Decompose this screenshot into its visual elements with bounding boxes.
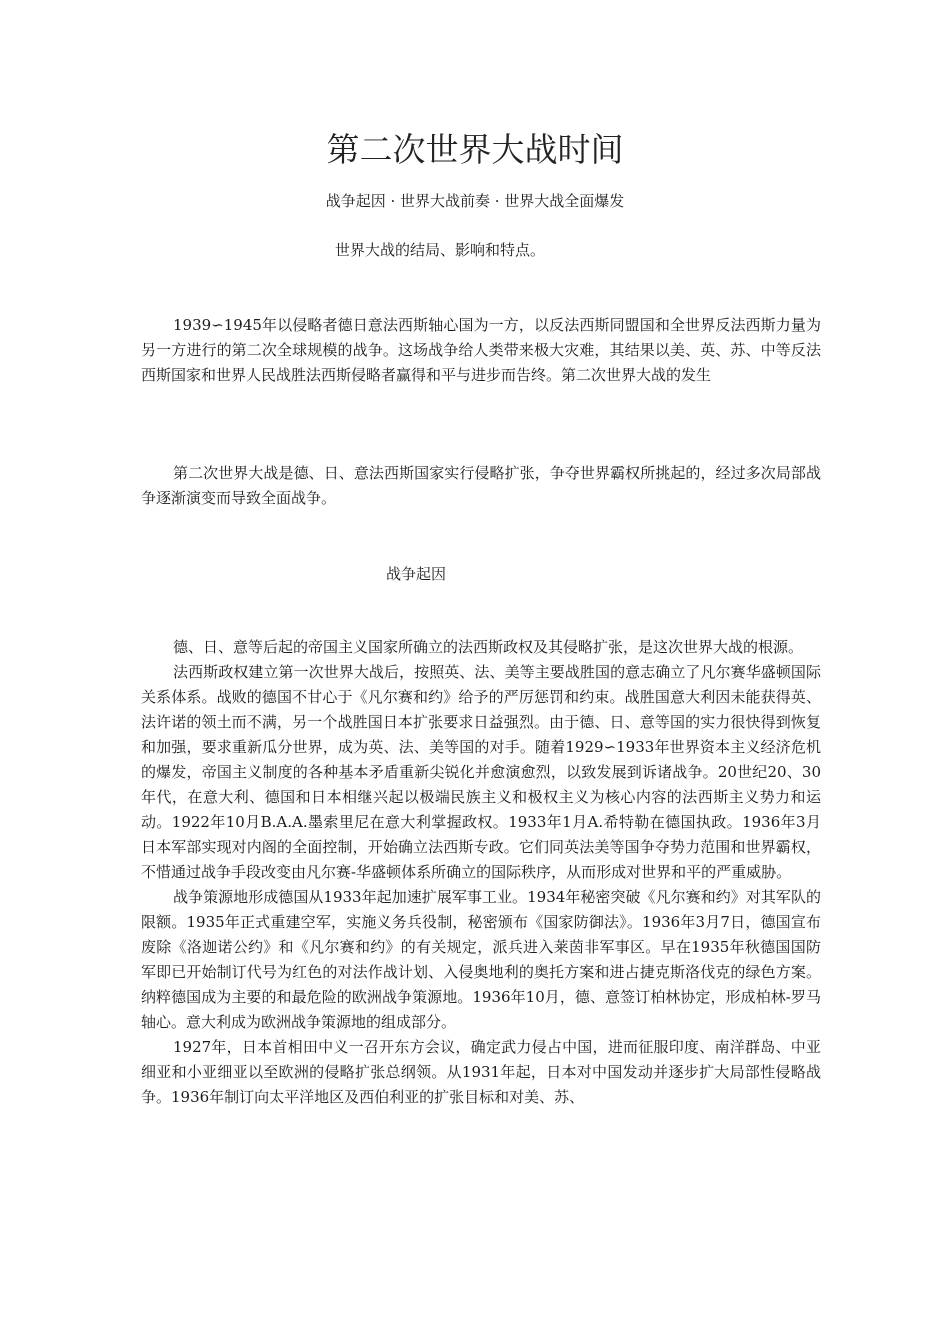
intro-paragraph: 第二次世界大战是德、日、意法西斯国家实行侵略扩张，争夺世界霸权所挑起的，经过多次局部战争逐渐演变而导致全面战争。 xyxy=(141,464,821,507)
document-subtitle-secondary: 世界大战的结局、影响和特点。 xyxy=(335,241,546,259)
body-paragraph: 法西斯政权建立第一次世界大战后，按照英、法、美等主要战胜国的意志确立了凡尔赛华盛顿国际关系体系。战败的德国不甘心于《凡尔赛和约》给予的严厉惩罚和约束。战胜国意大利因未能获得英、法许诺的领土而不满，另一个战胜国日本扩张要求日益强烈。由于德、日、意等国的实力很快得到恢复和加强，要求重新瓜分世界，成为英、法、美等国的对手。随着1929∽1933年世界资本主义经济危机的爆发，帝国主义制度的各种基本矛盾重新尖锐化并愈演愈烈，以致发展到诉诸战争。20世纪20、30年代，在意大利、德国和日本相继兴起以极端民族主义和极权主义为核心内容的法西斯主义势力和运动。1922年10月B.A.A.墨索里尼在意大利掌握政权。1933年1月A.希特勒在德国执政。1936年3月日本军部实现对内阁的全面控制，开始确立法西斯专政。它们同英法美等国争夺势力范围和世界霸权，不惜通过战争手段改变由凡尔赛-华盛顿体系所确立的国际秩序，从而形成对世界和平的严重威胁。 xyxy=(141,663,821,881)
body-paragraph: 德、日、意等后起的帝国主义国家所确立的法西斯政权及其侵略扩张，是这次世界大战的根源。 xyxy=(173,638,804,656)
document-title: 第二次世界大战时间 xyxy=(326,130,624,169)
document-subtitle: 战争起因 · 世界大战前奏 · 世界大战全面爆发 xyxy=(325,192,625,210)
intro-paragraph: 1939∽1945年以侵略者德日意法西斯轴心国为一方，以反法西斯同盟国和全世界反法西斯力量为另一方进行的第二次全球规模的战争。这场战争给人类带来极大灾难，其结果以美、英、苏、中等反法西斯国家和世界人民战胜法西斯侵略者赢得和平与进步而告终。第二次世界大战的发生 xyxy=(141,316,821,384)
body-text xyxy=(141,635,821,1110)
body-paragraph: 战争策源地形成德国从1933年起加速扩展军事工业。1934年秘密突破《凡尔赛和约》对其军队的限额。1935年正式重建空军，实施义务兵役制，秘密颁布《国家防御法》。1936年3月7日，德国宣布废除《洛迦诺公约》和《凡尔赛和约》的有关规定，派兵进入莱茵非军事区。早在1935年秋德国国防军即已开始制订代号为红色的对法作战计划、入侵奥地利的奥托方案和进占捷克斯洛伐克的绿色方案。纳粹德国成为主要的和最危险的欧洲战争策源地。1936年10月，德、意签订柏林协定，形成柏林-罗马轴心。意大利成为欧洲战争策源地的组成部分。 xyxy=(141,888,821,1031)
section-heading: 战争起因 xyxy=(386,565,447,583)
body-paragraph: 1927年，日本首相田中义一召开东方会议，确定武力侵占中国，进而征服印度、南洋群岛、中亚细亚和小亚细亚以至欧洲的侵略扩张总纲领。从1931年起，日本对中国发动并逐步扩大局部性侵略战争。1936年制订向太平洋地区及西伯利亚的扩张目标和对美、苏、 xyxy=(141,1038,821,1106)
